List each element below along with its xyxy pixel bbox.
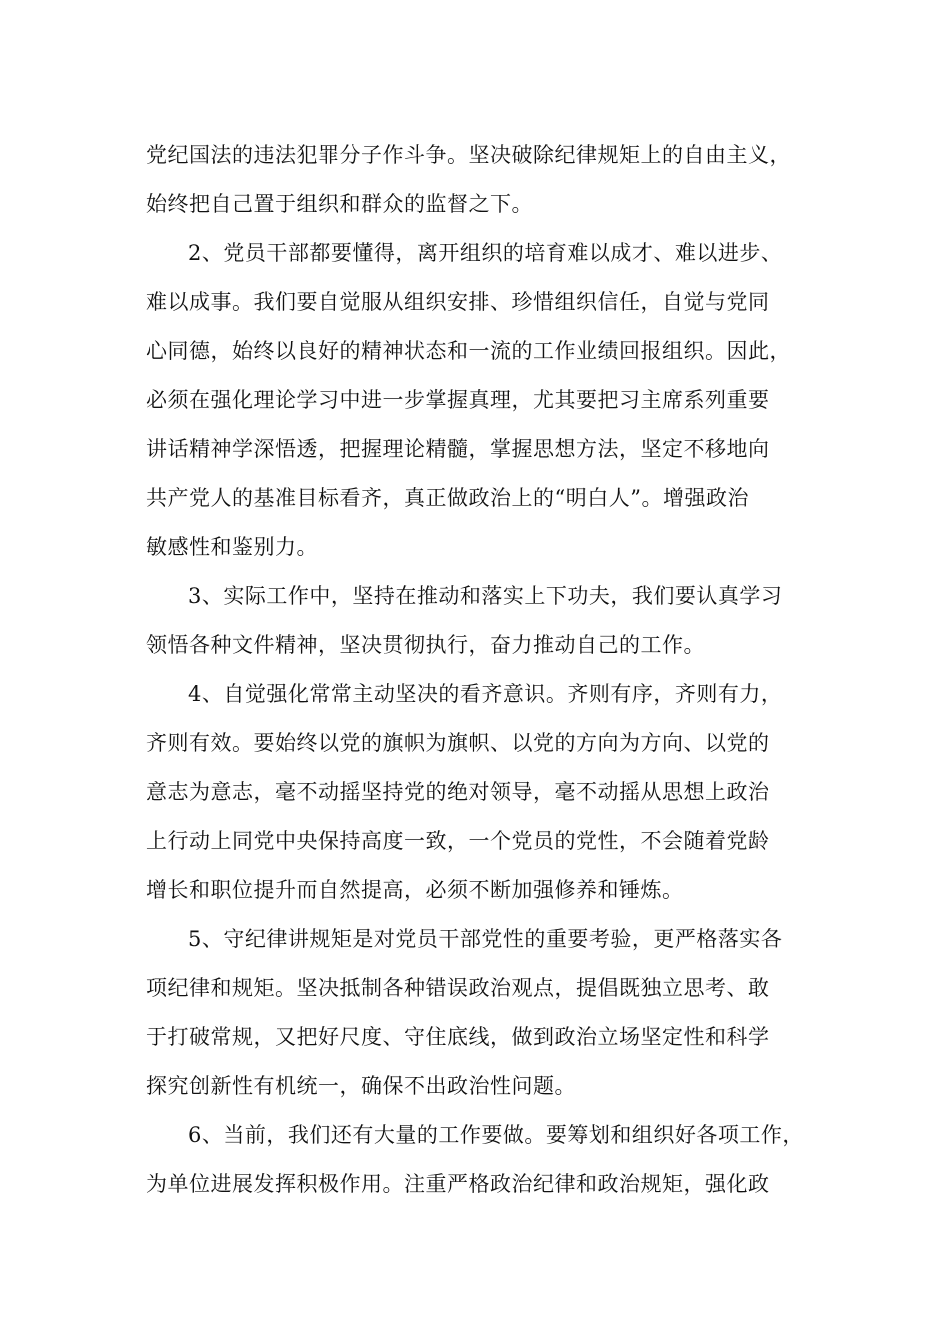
text-line: 6、当前，我们还有大量的工作要做。要筹划和组织好各项工作， bbox=[188, 1123, 804, 1147]
text-line: 3、实际工作中，坚持在推动和落实上下功夫，我们要认真学习 bbox=[188, 584, 783, 608]
paragraph-6 bbox=[146, 1111, 816, 1209]
text-line: 敏感性和鉴别力。 bbox=[146, 535, 318, 559]
text-line: 始终把自己置于组织和群众的监督之下。 bbox=[146, 192, 533, 216]
text-line: 意志为意志，毫不动摇坚持党的绝对领导，毫不动摇从思想上政治 bbox=[146, 780, 770, 804]
text-line: 上行动上同党中央保持高度一致，一个党员的党性，不会随着党龄 bbox=[146, 829, 770, 853]
text-line: 2、党员干部都要懂得，离开组织的培育难以成才、难以进步、 bbox=[188, 241, 783, 265]
document-body bbox=[146, 131, 816, 1209]
text-line: 共产党人的基准目标看齐，真正做政治上的“明白人”。增强政治 bbox=[146, 486, 749, 510]
text-line: 心同德，始终以良好的精神状态和一流的工作业绩回报组织。因此， bbox=[146, 339, 791, 363]
text-line: 4、自觉强化常常主动坚决的看齐意识。齐则有序，齐则有力， bbox=[188, 682, 783, 706]
paragraph-3 bbox=[146, 572, 816, 670]
text-line: 于打破常规，又把好尺度、守住底线，做到政治立场坚定性和科学 bbox=[146, 1025, 770, 1049]
text-line: 增长和职位提升而自然提高，必须不断加强修养和锤炼。 bbox=[146, 878, 684, 902]
text-line: 讲话精神学深悟透，把握理论精髓，掌握思想方法，坚定不移地向 bbox=[146, 437, 770, 461]
text-line: 项纪律和规矩。坚决抵制各种错误政治观点，提倡既独立思考、敢 bbox=[146, 976, 770, 1000]
text-line: 为单位进展发挥积极作用。注重严格政治纪律和政治规矩，强化政 bbox=[146, 1172, 770, 1196]
text-line: 难以成事。我们要自觉服从组织安排、珍惜组织信任，自觉与党同 bbox=[146, 290, 770, 314]
paragraph-1 bbox=[146, 131, 816, 229]
paragraph-4 bbox=[146, 670, 816, 915]
paragraph-5 bbox=[146, 915, 816, 1111]
text-line: 探究创新性有机统一，确保不出政治性问题。 bbox=[146, 1074, 576, 1098]
text-line: 齐则有效。要始终以党的旗帜为旗帜、以党的方向为方向、以党的 bbox=[146, 731, 770, 755]
text-line: 必须在强化理论学习中进一步掌握真理，尤其要把习主席系列重要 bbox=[146, 388, 770, 412]
text-line: 领悟各种文件精神，坚决贯彻执行，奋力推动自己的工作。 bbox=[146, 633, 705, 657]
text-line: 5、守纪律讲规矩是对党员干部党性的重要考验，更严格落实各 bbox=[188, 927, 783, 951]
paragraph-2 bbox=[146, 229, 816, 572]
text-line: 党纪国法的违法犯罪分子作斗争。坚决破除纪律规矩上的自由主义， bbox=[146, 143, 791, 167]
